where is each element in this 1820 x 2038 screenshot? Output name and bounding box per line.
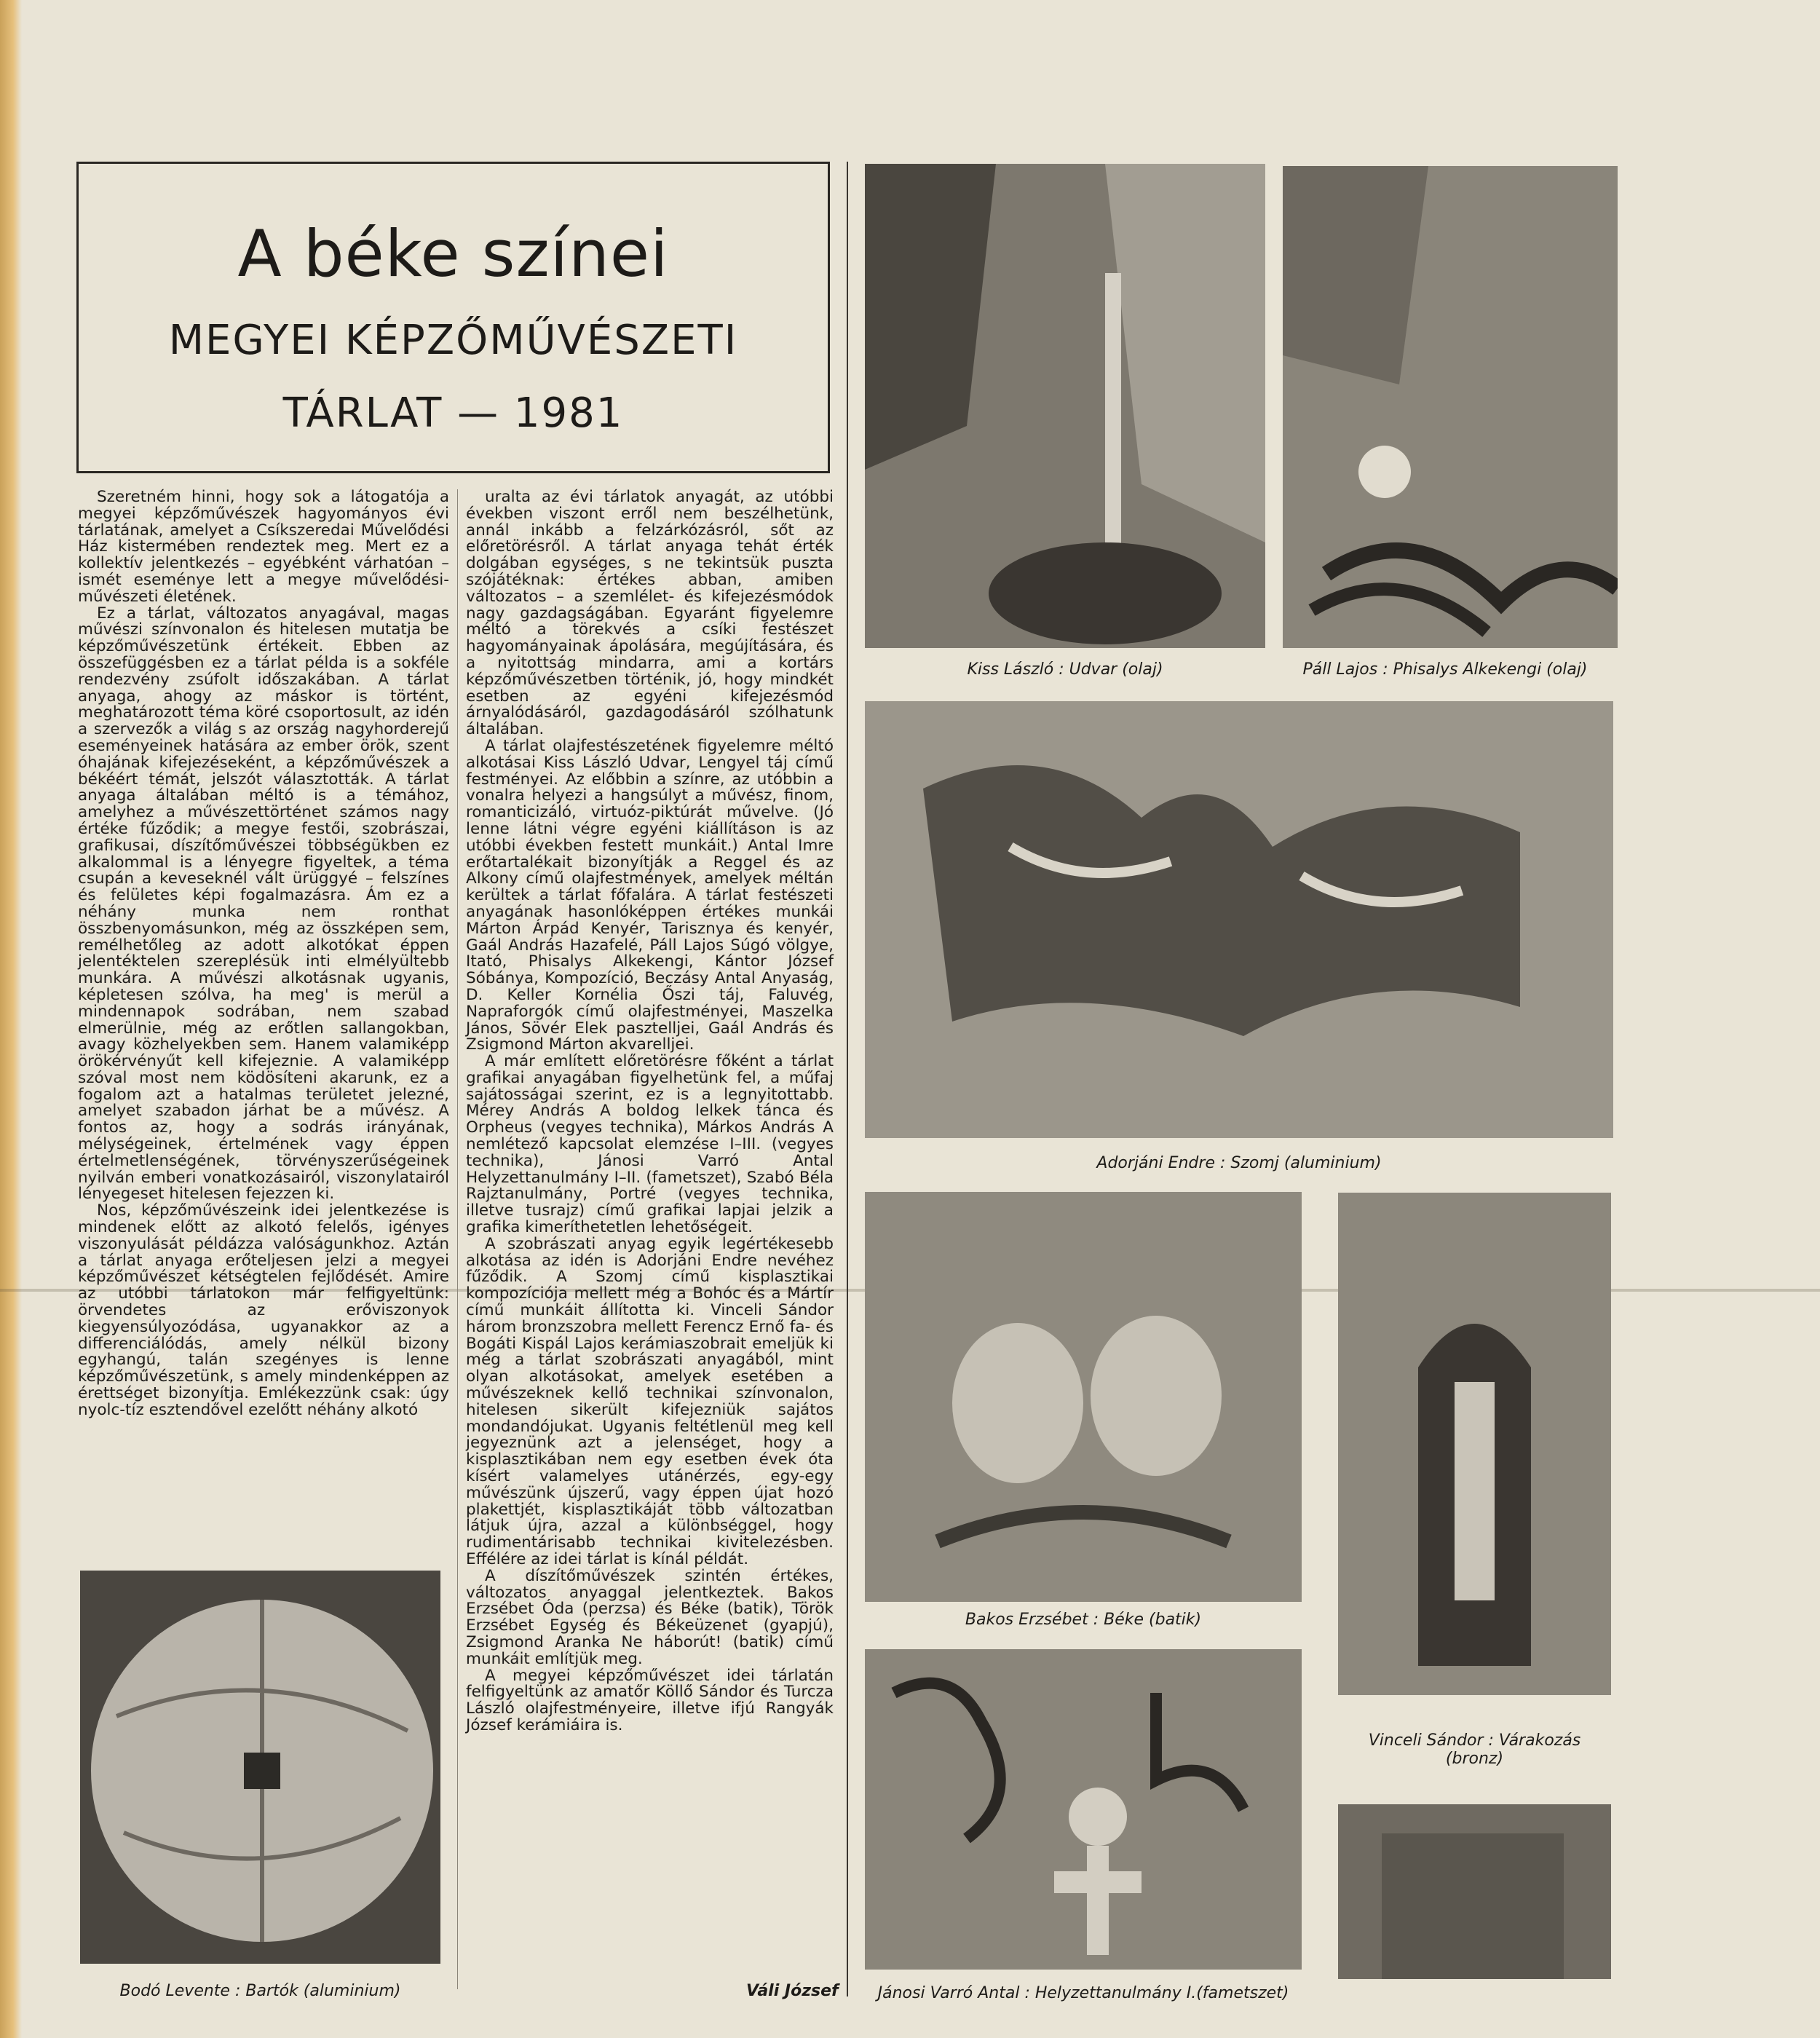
paper-edge <box>0 0 22 2038</box>
paragraph: A szobrászati anyag egyik legértékesebb alkotása az idén is Adorjáni Endre nevéhez fűződik. A Szomj című kisplasztikai kompozíciója mellett még a Bohóc és a Mártír című munkáit állította ki. Vinceli Sándor három bronzszobra mellett Ferencz Ernő fa- és Bogáti Kispál Lajos kerámiaszobrait emeljük ki még a tárlat szobrászati anyagából, mint olyan alkotásokat, amelyek esetében a művészeknek kellő technikai színvonalon, hitelesen sikerült kifejezniük sajátos mondandójukat. Ugyanis feltétlenül meg kell jegyeznünk azt a jelenséget, hogy a kisplasztikában nem egy esetben évek óta kísért valamelyes utánérzés, egy-egy művészünk újszerű, vagy éppen újat hozó plakettjét, kisplasztikáját több változatban látjuk újra, azzal a különbséggel, hogy rudimentárisabb technikai kivitelezésben. Effélére az idei tárlat is kínál példát. <box>466 1234 834 1568</box>
photo-bakos-beke <box>865 1192 1302 1602</box>
caption-vinceli: Vinceli Sándor : Várakozás (bronz) <box>1368 1731 1581 1768</box>
title-box <box>76 162 830 473</box>
article-column-2 <box>466 489 834 1734</box>
caption-kiss: Kiss László : Udvar (olaj) <box>967 660 1163 679</box>
photo-bodo-bartok <box>80 1571 440 1964</box>
caption-pall: Páll Lajos : Phisalys Alkekengi (olaj) <box>1302 660 1588 679</box>
paragraph: A tárlat olajfestészetének figyelemre méltó alkotásai Kiss László Udvar, Lengyel táj című festményei. Az előbbin a színre, az utóbbin a vonalra helyezi a hangsúlyt a művész, finom, romanticizáló, virtuóz-piktúrát művelve. (Jó lenne látni végre egyéni kiállításon is az utóbbi években festett munkáit.) Antal Imre erőtartalékait bizonyítják a Reggel és az Alkony című olajfestmények, amelyek méltán kerültek a tárlat főfalára. A tárlat festészeti anyagának hasonlóképpen értékes munkái Márton Árpád Kenyér, Tarisznya és kenyér, Gaál András Hazafelé, Páll Lajos Súgó völgye, Itató, Phisalys Alkekengi, Kántor József Sóbánya, Kompozíció, Beczásy Antal Anyaság, D. Keller Kornélia Őszi táj, Faluvég, Napraforgók című olajfestményei, Maszelka János, Sövér Elek pasztelljei, Gaál András és Zsigmond Márton akvarelljei. <box>466 736 834 1054</box>
subtitle-line-2: TÁRLAT — 1981 <box>282 390 624 437</box>
paragraph: Ez a tárlat, változatos anyagával, magas művészi színvonalon és hitelesen mutatja be képzőművészetünk értékeit. Ebben az összefüggésben ez a tárlat példa is a sokféle rendezvény zsúfolt időszakában. A tárlat anyaga, ahogy az máskor is történt, meghatározott téma köré csoportosult, az idén a szervezők a világ s az ország nagyhorderejű eseményeinek hatására az ember örök, szent óhajának kifejezéseként, a képzőművészek a békéért témát, jelszót választották. A tárlat anyaga általában méltó is a témához, amelyhez a művészettörténet számos nagy értéke fűződik; a megye festői, szobrászai, grafikusai, díszítőművészei többségükben ez alkalommal is a lényegre figyeltek, a téma csupán a keveseknél vált ürüggyé – felszínes és felületes képi fogalmazásra. Ám ez a néhány munka nem ronthat összbenyomásunkon, még az összképen sem, remélhetőleg az adott alkotókat éppen jelentéktelen szereplésük inti elmélyültebb munkára. A művészi alkotásnak ugyanis, képletesen szólva, ha meg' is merül a mindennapok sodrában, nem szabad elmerülnie, még az erőtlen sallangokban, avagy közhelyekben sem. Hanem valamiképp örökérvényűt kell kifejeznie. A valamiképp szóval most nem ködösíteni akarunk, ez a fogalom azt a hatalmas területet jelezné, amelyet szabadon járhat be a művész. A fontos az, hogy a sodrás irányának, mélységeinek, értelmének vagy éppen értelmetlenségének, törvényszerűségeinek nyilván emberi vonatkozásairól, viszonylatairól lényegeset hitelesen fejezzen ki. <box>78 604 449 1204</box>
article-column-1 <box>78 489 449 1419</box>
photo-partial <box>1338 1804 1611 1979</box>
caption-bakos: Bakos Erzsébet : Béke (batik) <box>965 1611 1202 1629</box>
photo-pall-phisalys <box>1283 166 1618 648</box>
paragraph: A díszítőművészek szintén értékes, változatos anyaggal jelentkeztek. Bakos Erzsébet Óda (perzsa) és Béke (batik), Török Erzsébet Egység és Békeüzenet (gyapjú), Zsigmond Aranka Ne háborút! (batik) című munkáit említjük meg. <box>466 1566 834 1668</box>
paragraph: uralta az évi tárlatok anyagát, az utóbbi években viszont erről nem beszélhetünk, annál inkább a felzárkózásról, sőt az előretörésről. A tárlat anyaga tehát érték dolgában egységes, s ne tekintsük puszta szójátéknak: értékes abban, amiben változatos – a szemlélet- és kifejezésmódok nagy gazdagságában. Egyaránt figyelemre méltó a törekvés a csíki festészet hagyományainak ápolására, megújítására, és a nyitottság mindarra, ami a kortárs képzőművészetben történik, jó, hogy mindkét esetben az egyéni kifejezésmód árnyalódásáról, gazdagodásáról szólhatunk általában. <box>466 488 834 739</box>
paragraph: A már említett előretörésre főként a tárlat grafikai anyagában figyelhetünk fel, a műfaj sajátosságai szerint, ez is a legnyitottabb. Mérey András A boldog lelkek tánca és Orpheus (vegyes technika), Márkos András A nemlétező kapcsolat elemzése I–III. (vegyes technika), Jánosi Varró Antal Helyzettanulmány I–II. (fametszet), Szabó Béla Rajztanulmány, Portré (vegyes technika, illetve tusrajz) című grafikai lapjai jelzik a grafika kimeríthetetlen lehetőségeit. <box>466 1052 834 1237</box>
column-rule-inner <box>457 489 458 1989</box>
page-title: A béke színei <box>237 216 669 291</box>
column-rule <box>847 162 848 1996</box>
paragraph: Szeretném hinni, hogy sok a látogatója a megyei képzőművészek hagyományos évi tárlatának, amelyet a Csíkszeredai Művelődési Ház kistermében rendeztek meg. Mert ez a kollektív jelentkezés – egyébként várhatóan – ismét eseménye lett a megye művelődési-művészeti életének. <box>78 488 449 606</box>
photo-janosi-helyzettanulmany <box>865 1649 1302 1970</box>
subtitle-line-1: MEGYEI KÉPZŐMŰVÉSZETI <box>168 317 738 364</box>
paragraph: A megyei képzőművészet idei tárlatán felfigyeltünk az amatőr Köllő Sándor és Turcza László olajfestményeire, illetve ifjú Rangyák József kerámiáira is. <box>466 1666 834 1734</box>
author-signature: Váli József <box>746 1982 839 2000</box>
caption-bodo: Bodó Levente : Bartók (aluminium) <box>119 1982 401 2000</box>
photo-vinceli-varakozas <box>1338 1193 1611 1695</box>
photo-adorjani-szomj <box>865 701 1613 1138</box>
caption-janosi: Jánosi Varró Antal : Helyzettanulmány I.(fametszet) <box>877 1984 1289 2002</box>
caption-adorjani: Adorjáni Endre : Szomj (aluminium) <box>1096 1154 1382 1172</box>
photo-kiss-udvar <box>865 164 1265 648</box>
paragraph: Nos, képzőművészeink idei jelentkezése is mindenek előtt az alkotó felelős, igényes viszonyulását példázza valóságunkhoz. Aztán a tárlat anyaga erőteljesen jelzi a megyei képzőművészet kétségtelen fejlődését. Amire az utóbbi tárlatokon már felfigyeltünk: örvendetes az erőviszonyok kiegyensúlyozódása, ugyanakkor az a differenciálódás, amely nélkül bizony egyhangú, talán szegényes is lenne képzőművészetünk, s amely mindenképpen az érettséget bizonyítja. Emlékezzünk csak: úgy nyolc-tíz esztendővel ezelőtt néhány alkotó <box>78 1201 449 1419</box>
